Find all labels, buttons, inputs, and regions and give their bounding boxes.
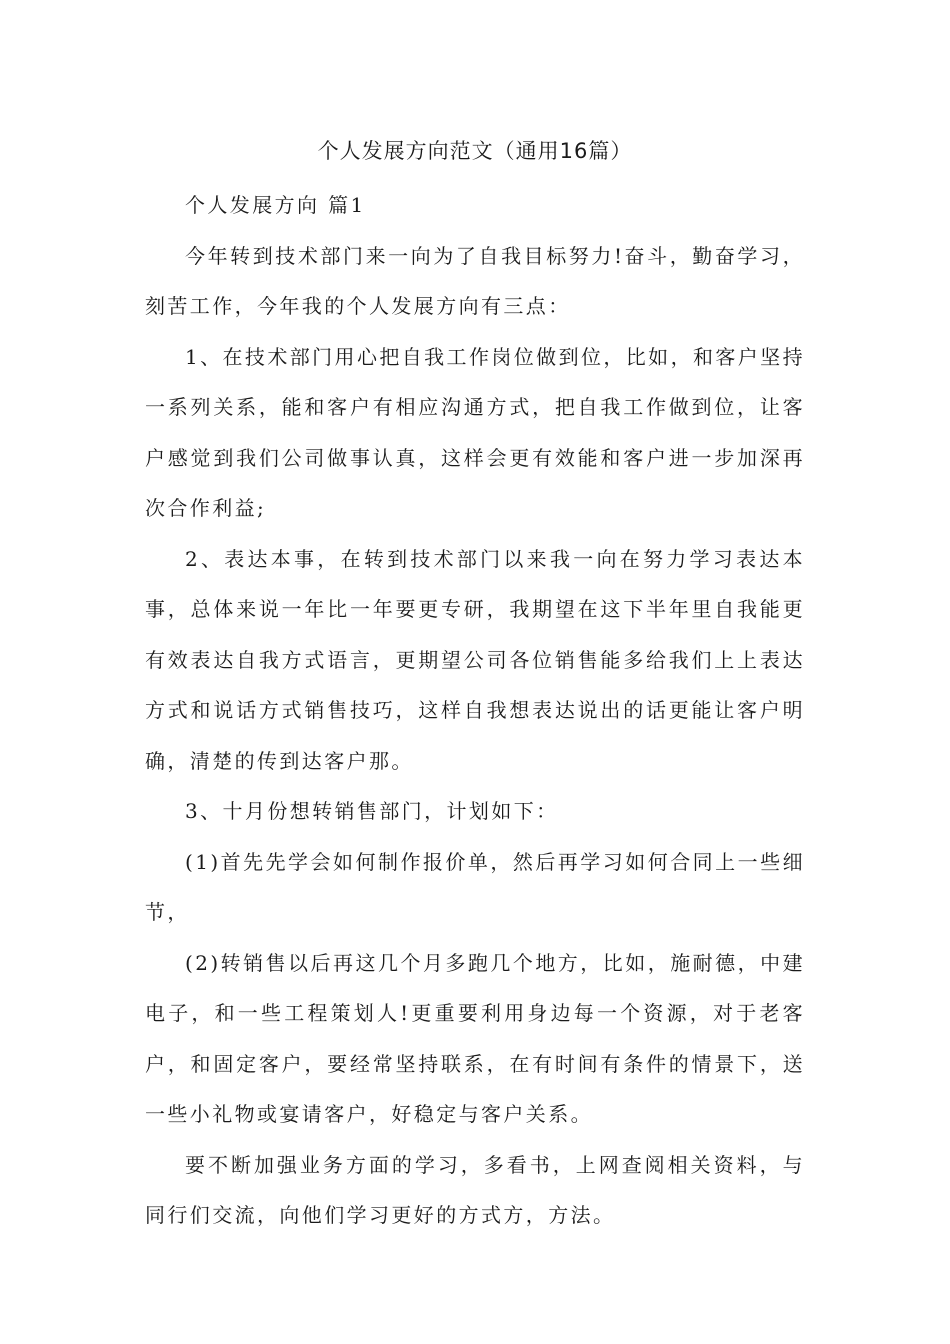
paragraph-conclusion: 要不断加强业务方面的学习，多看书，上网查阅相关资料，与同行们交流，向他们学习更好的方式方，方法。 bbox=[145, 1152, 805, 1227]
section-heading: 个人发展方向 篇1 bbox=[185, 193, 366, 217]
paragraph-point-3: 3、十月份想转销售部门，计划如下： bbox=[185, 799, 559, 823]
paragraph-point-2: 2、表达本事，在转到技术部门以来我一向在努力学习表达本事，总体来说一年比一年要更专研，我期望在这下半年里自我能更有效表达自我方式语言，更期望公司各位销售能多给我们上上表达方式和说话方式销售技巧，这样自我想表达说出的话更能让客户明确，清楚的传到达客户那。 bbox=[145, 546, 805, 773]
paragraph-point-1: 1、在技术部门用心把自我工作岗位做到位，比如，和客户坚持一系列关系，能和客户有相应沟通方式，把自我工作做到位，让客户感觉到我们公司做事认真，这样会更有效能和客户进一步加深再次合作利益; bbox=[145, 344, 805, 520]
document-title: 个人发展方向范文（通用16篇） bbox=[317, 139, 633, 163]
paragraph-plan-2: (2)转销售以后再这几个月多跑几个地方，比如，施耐德，中建电子，和一些工程策划人!更重要利用身边每一个资源，对于老客户，和固定客户，要经常坚持联系，在有时间有条件的情景下，送一些小礼物或宴请客户，好稳定与客户关系。 bbox=[145, 950, 805, 1126]
document-body bbox=[145, 180, 805, 1241]
paragraph-plan-1: (1)首先先学会如何制作报价单，然后再学习如何合同上一些细节， bbox=[145, 849, 805, 924]
paragraph-intro: 今年转到技术部门来一向为了自我目标努力!奋斗，勤奋学习，刻苦工作，今年我的个人发展方向有三点： bbox=[145, 243, 805, 318]
